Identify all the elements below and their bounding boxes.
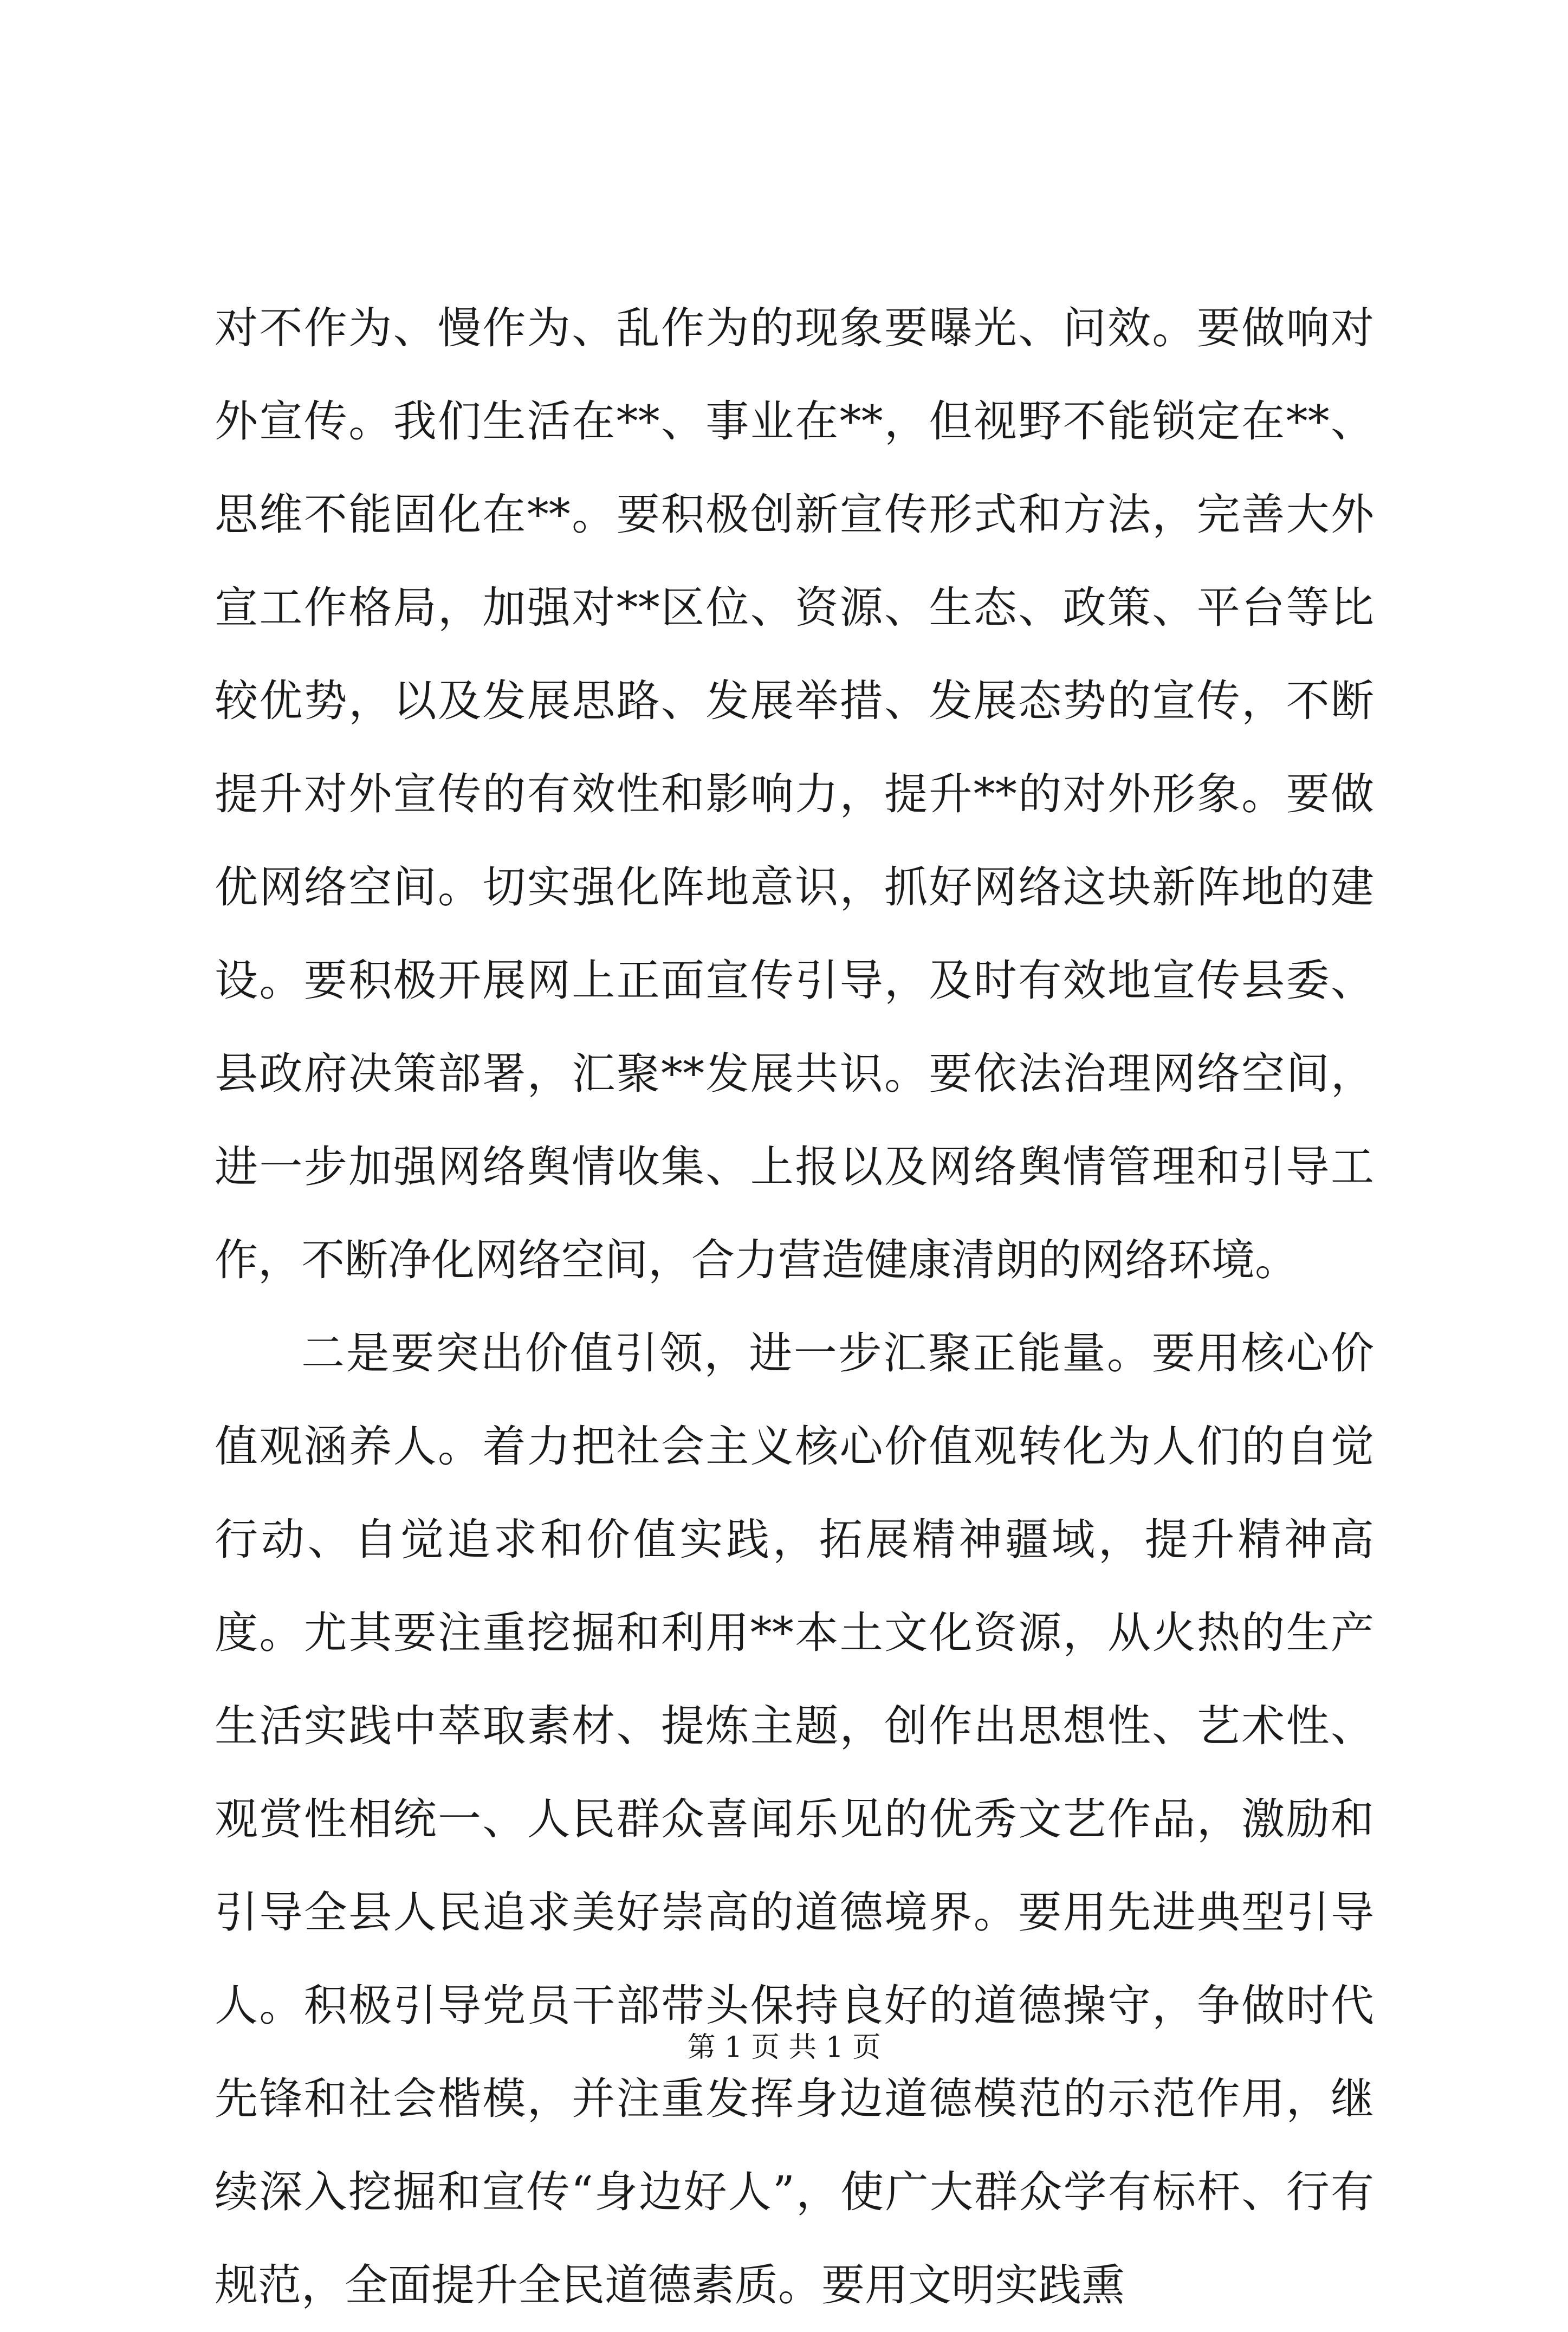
paragraph-2: 二是要突出价值引领，进一步汇聚正能量。要用核心价值观涵养人。着力把社会主义核心价值观转化为人们的自觉行动、自觉追求和价值实践，拓展精神疆域，提升精神高度。尤其要注重挖掘和利用**本土文化资源，从火热的生产生活实践中萃取素材、提炼主题，创作出思想性、艺术性、观赏性相统一、人民群众喜闻乐见的优秀文艺作品，激励和引导全县人民追求美好崇高的道德境界。要用先进典型引导人。积极引导党员干部带头保持良好的道德操守，争做时代先锋和社会楷模，并注重发挥身边道德模范的示范作用，继续深入挖掘和宣传“身边好人”，使广大群众学有标杆、行有规范，全面提升全民道德素质。要用文明实践熏 (215, 1328, 1374, 2310)
document-body (215, 282, 1374, 2332)
paragraph-1: 对不作为、慢作为、乱作为的现象要曝光、问效。要做响对外宣传。我们生活在**、事业在**，但视野不能锁定在**、思维不能固化在**。要积极创新宣传形式和方法，完善大外宣工作格局，加强对**区位、资源、生态、政策、平台等比较优势，以及发展思路、发展举措、发展态势的宣传，不断提升对外宣传的有效性和影响力，提升**的对外形象。要做优网络空间。切实强化阵地意识，抓好网络这块新阵地的建设。要积极开展网上正面宣传引导，及时有效地宣传县委、县政府决策部署，汇聚**发展共识。要依法治理网络空间，进一步加强网络舆情收集、上报以及网络舆情管理和引导工作，不断净化网络空间，合力营造健康清朗的网络环境。 (215, 303, 1374, 1285)
page-footer: 第 1 页 共 1 页 (687, 2031, 881, 2064)
